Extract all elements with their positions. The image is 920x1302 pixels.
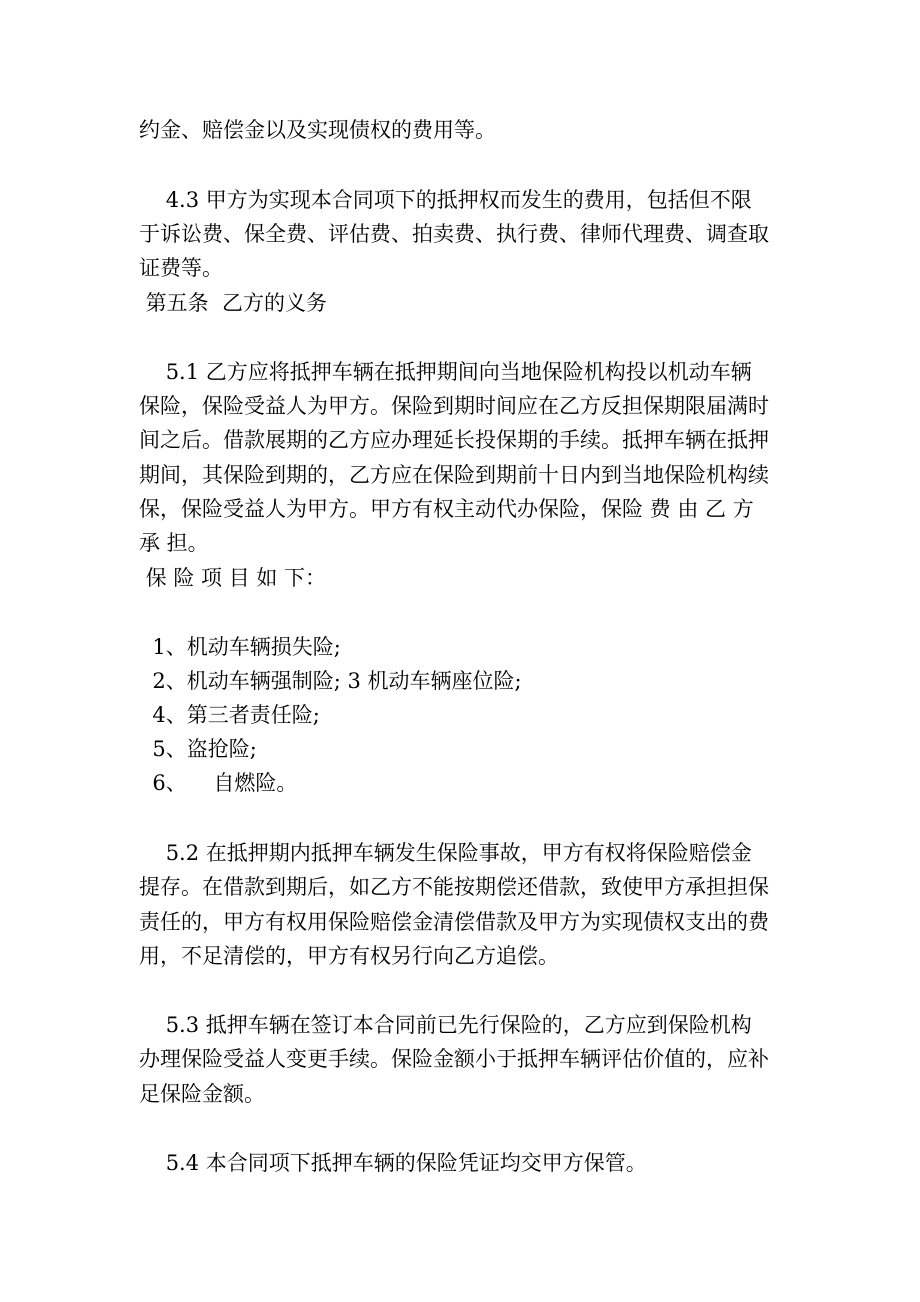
list-item: 4、第三者责任险;	[139, 703, 320, 727]
list-item: 1、机动车辆损失险;	[139, 635, 341, 659]
text-line: 办理保险受益人变更手续。保险金额小于抵押车辆评估价值的，应补	[139, 1047, 769, 1071]
text-line: 承 担。	[139, 531, 209, 555]
text-line: 证费等。	[139, 256, 223, 280]
text-line: 于诉讼费、保全费、评估费、拍卖费、执行费、律师代理费、调查取	[139, 222, 769, 246]
text-line: 4.3 甲方为实现本合同项下的抵押权而发生的费用，包括但不限	[139, 188, 752, 212]
text-line: 足保险金额。	[139, 1082, 265, 1106]
text-line: 期间，其保险到期的，乙方应在保险到期前十日内到当地保险机构续	[139, 463, 769, 487]
text-line: 5.3 抵押车辆在签订本合同前已先行保险的，乙方应到保险机构	[139, 1013, 752, 1037]
text-line: 用，不足清偿的，甲方有权另行向乙方追偿。	[139, 944, 559, 968]
text-line: 5.4 本合同项下抵押车辆的保险凭证均交甲方保管。	[139, 1151, 647, 1175]
list-item: 6、 自燃险。	[139, 771, 298, 795]
list-heading: 保 险 项 目 如 下：	[139, 566, 327, 590]
text-line: 责任的，甲方有权用保险赔偿金清偿借款及甲方为实现债权支出的费	[139, 910, 769, 934]
text-line: 5.1 乙方应将抵押车辆在抵押期间向当地保险机构投以机动车辆	[139, 360, 752, 384]
list-item: 5、盗抢险;	[139, 737, 257, 761]
text-line: 保险，保险受益人为甲方。保险到期时间应在乙方反担保期限届满时	[139, 394, 769, 418]
list-item: 2、机动车辆强制险; 3 机动车辆座位险;	[139, 669, 522, 693]
text-line: 约金、赔偿金以及实现债权的费用等。	[139, 118, 496, 142]
text-line: 间之后。借款展期的乙方应办理延长投保期的手续。抵押车辆在抵押	[139, 428, 769, 452]
text-line: 保，保险受益人为甲方。甲方有权主动代办保险，保险 费 由 乙 方	[139, 497, 754, 521]
text-line: 5.2 在抵押期内抵押车辆发生保险事故，甲方有权将保险赔偿金	[139, 841, 752, 865]
text-line: 提存。在借款到期后，如乙方不能按期偿还借款，致使甲方承担担保	[139, 875, 769, 899]
section-heading: 第五条 乙方的义务	[139, 291, 328, 315]
